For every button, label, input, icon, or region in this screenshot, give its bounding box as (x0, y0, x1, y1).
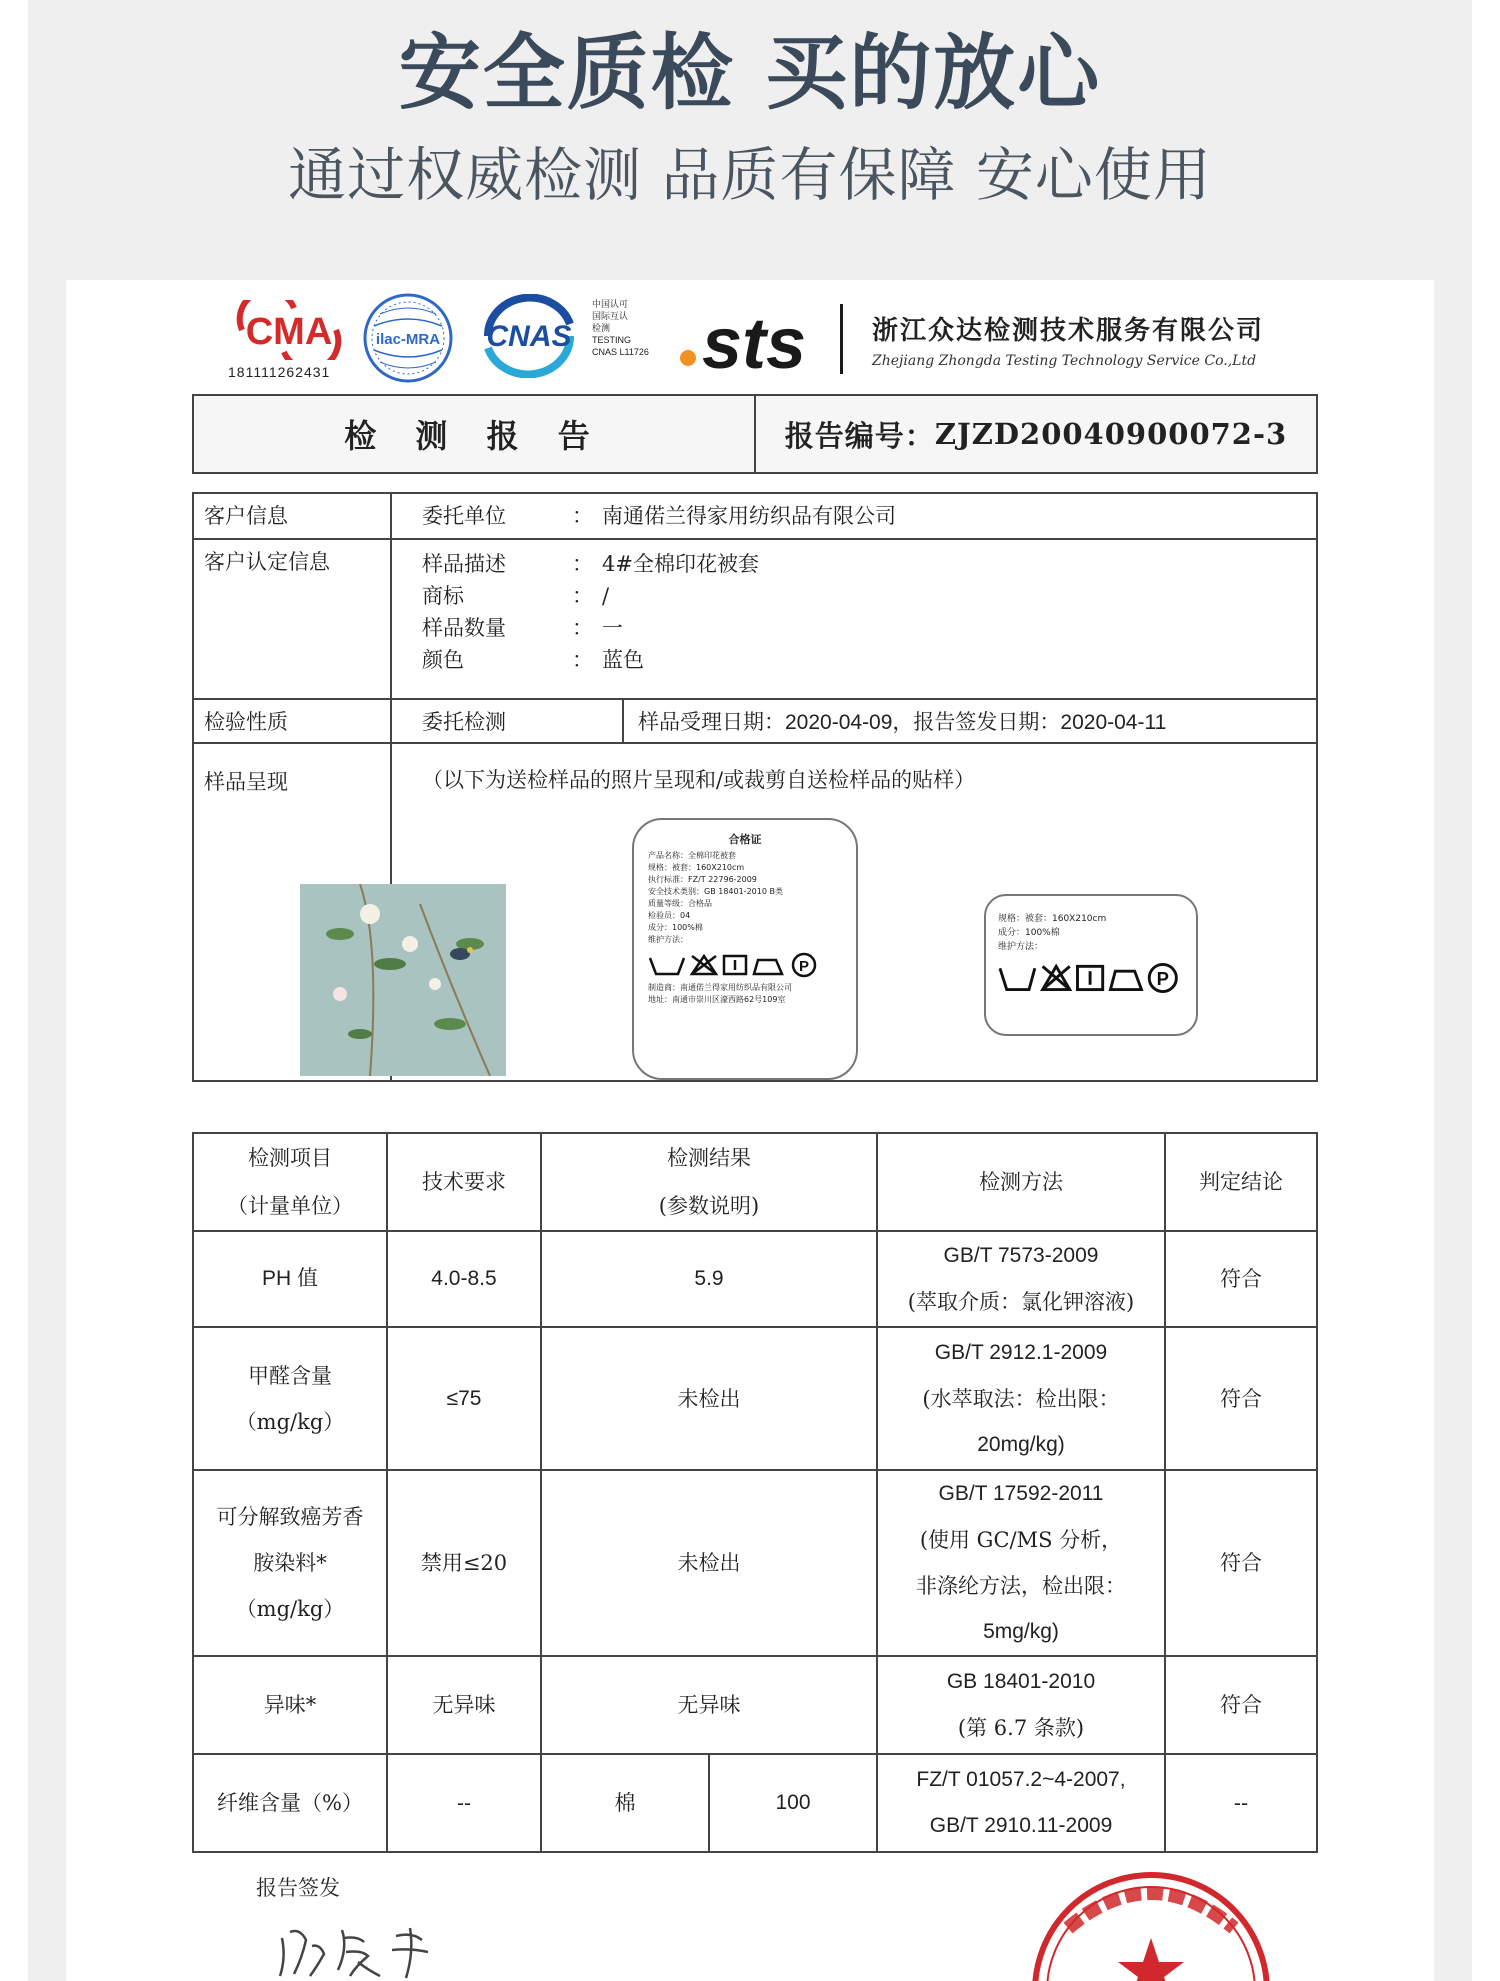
row-result: 未检出 (541, 1327, 877, 1470)
table-row (193, 1656, 1317, 1754)
qualification-tag (632, 818, 858, 1080)
report-title-bar (192, 394, 1318, 474)
header-method: 检测方法 (877, 1133, 1165, 1231)
svg-text:P: P (798, 958, 810, 975)
handwritten-signature-icon (272, 1918, 442, 1980)
header-item (193, 1133, 387, 1231)
item-line: （mg/kg） (235, 1597, 345, 1621)
row-result: 未检出 (541, 1470, 877, 1656)
cnas-logo-text: CNAS (486, 320, 572, 353)
row-item (193, 1327, 387, 1470)
method-line: (使用 GC/MS 分析， (919, 1528, 1123, 1552)
care-symbols-icon (648, 952, 844, 978)
logo-row (66, 280, 1434, 390)
row-method (877, 1470, 1165, 1656)
item-line: 可分解致癌芳香 (216, 1505, 364, 1529)
tag-line: 成分：100%棉 (648, 923, 703, 932)
report-number-label: 报告编号： (784, 418, 935, 453)
tag-line: 维护方法： (998, 942, 1044, 952)
sts-logo-icon (678, 294, 848, 384)
sts-logo-text: sts (702, 304, 807, 384)
row-conclusion: 符合 (1165, 1656, 1317, 1754)
row-requirement: 禁用≤20 (387, 1470, 541, 1656)
row-item: 异味* (193, 1656, 387, 1754)
item-line: 甲醛含量 (248, 1363, 332, 1388)
field-value: 一 (602, 616, 623, 640)
sign-label: 报告签发 (256, 1876, 340, 1900)
field-value: 4#全棉印花被套 (602, 552, 759, 576)
page-subtitle: 通过权威检测 品质有保障 安心使用 (288, 141, 1212, 209)
field-label: 商标 (422, 584, 464, 608)
report-number (756, 396, 1316, 472)
test-results-table (192, 1132, 1318, 1853)
table-row-fiber (193, 1754, 1317, 1852)
row-item: PH 值 (193, 1231, 387, 1327)
tag-line: 检验员：04 (648, 911, 691, 920)
field-value: / (602, 584, 610, 608)
tag-title: 合格证 (728, 833, 762, 846)
tag-line: 维护方法： (648, 935, 688, 944)
table-row (193, 1231, 1317, 1327)
method-line: 20mg/kg) (977, 1432, 1065, 1456)
cma-logo-text: CMA (245, 311, 333, 353)
method-line: 非涤纶方法，检出限： (916, 1574, 1126, 1598)
issued-date: 2020-04-11 (1060, 711, 1167, 734)
row-result: 5.9 (541, 1231, 877, 1327)
received-label: 样品受理日期： (638, 710, 785, 734)
method-line: (第 6.7 条款) (957, 1716, 1085, 1740)
cnas-caption-line: 检测 (592, 323, 611, 333)
cma-number: 181111262431 (228, 364, 331, 380)
row-requirement: 4.0-8.5 (387, 1231, 541, 1327)
row-fiber: 棉 (541, 1754, 709, 1852)
client-label: 委托单位 (422, 504, 506, 528)
field-value: 蓝色 (602, 648, 644, 672)
header-item-label: 检测项目 (248, 1146, 332, 1170)
tag-line: 执行标准：FZ/T 22796-2009 (648, 875, 757, 884)
row-item: 纤维含量（%） (193, 1754, 387, 1852)
svg-text:P: P (1156, 967, 1169, 989)
field-label: 颜色 (422, 648, 464, 672)
company-name (872, 310, 1264, 369)
inspection-value: 委托检测 (391, 699, 623, 743)
official-seal-icon (1028, 1868, 1274, 1981)
tag-line: 地址：南通市崇川区濠西路62号109室 (648, 995, 786, 1004)
company-name-cn: 浙江众达检测技术服务有限公司 (872, 316, 1265, 346)
cnas-caption-line: 中国认可 (592, 299, 629, 309)
field-label: 样品描述 (422, 552, 506, 576)
tag-line: 规格：被套：160X210cm (648, 863, 745, 872)
method-line: (萃取介质：氯化钾溶液) (907, 1290, 1135, 1314)
table-row (193, 1327, 1317, 1470)
item-line: （mg/kg） (235, 1409, 345, 1434)
tag-line: 产品名称：全棉印花被套 (648, 851, 736, 860)
sample-note: （以下为送检样品的照片呈现和/或裁剪自送检样品的贴样） (422, 768, 976, 792)
care-label-tag (984, 894, 1198, 1036)
row-item (193, 1470, 387, 1656)
ilac-mra-logo-icon (362, 292, 454, 384)
method-line: GB/T 7573-2009 (943, 1244, 1099, 1267)
cnas-caption-line: 国际互认 (592, 311, 629, 321)
cnas-caption-line: TESTING (592, 335, 632, 345)
table-header-row (193, 1133, 1317, 1231)
field-label: 样品数量 (422, 616, 506, 640)
tag-line: 安全技术类别：GB 18401-2010 B类 (648, 887, 783, 896)
table-row (193, 1470, 1317, 1656)
sample-fields: 样品描述 ： 4#全棉印花被套 商标 ： / 样品数量 ： 一 颜色 ： 蓝色 (391, 539, 1317, 699)
method-line: FZ/T 01057.2~4-2007, (916, 1768, 1126, 1791)
row-conclusion: -- (1165, 1754, 1317, 1852)
row-result: 无异味 (541, 1656, 877, 1754)
header-conclusion: 判定结论 (1165, 1133, 1317, 1231)
header-requirement: 技术要求 (387, 1133, 541, 1231)
row-requirement: -- (387, 1754, 541, 1852)
method-line: (水萃取法：检出限： (922, 1386, 1120, 1411)
header-result (541, 1133, 877, 1231)
method-line: GB 18401-2010 (946, 1670, 1096, 1693)
row-requirement: ≤75 (387, 1327, 541, 1470)
customer-info-label: 客户信息 (193, 493, 391, 539)
report-number-value: ZJZD20040900072-3 (934, 417, 1288, 451)
dates-cell: 样品受理日期：2020-04-09，报告签发日期：2020-04-11 (623, 699, 1317, 743)
company-name-en: Zhejiang Zhongda Testing Technology Service Co.,Ltd (872, 353, 1257, 369)
cnas-logo-icon (474, 294, 584, 378)
row-method (877, 1656, 1165, 1754)
customer-confirm-label: 客户认定信息 (193, 539, 391, 699)
row-method (877, 1327, 1165, 1470)
received-date: 2020-04-09 (785, 711, 893, 734)
header-result-label: 检测结果 (667, 1146, 751, 1170)
method-line: GB/T 17592-2011 (938, 1482, 1104, 1505)
header-item-unit: （计量单位） (227, 1194, 353, 1218)
tag-line: 制造商：南通偌兰得家用纺织品有限公司 (648, 983, 792, 992)
inspection-label: 检验性质 (193, 699, 391, 743)
row-method (877, 1231, 1165, 1327)
method-line: GB/T 2912.1-2009 (934, 1340, 1108, 1364)
fabric-sample-image (300, 884, 506, 1076)
cnas-caption-line: CNAS L11726 (592, 347, 649, 357)
cnas-caption (592, 298, 672, 358)
report-document (66, 280, 1434, 1981)
method-line: 5mg/kg) (983, 1620, 1059, 1643)
row-conclusion: 符合 (1165, 1470, 1317, 1656)
row-conclusion: 符合 (1165, 1231, 1317, 1327)
page-title: 安全质检 买的放心 (398, 26, 1102, 121)
tag-line: 规格：被套：160X210cm (998, 914, 1107, 924)
client-row: 委托单位 ： 南通偌兰得家用纺织品有限公司 (391, 493, 1317, 539)
header-result-note: (参数说明) (658, 1194, 760, 1218)
sample-label: 样品呈现 (193, 743, 391, 1081)
tag-line: 质量等级：合格品 (648, 899, 712, 908)
tag-line: 成分：100%棉 (998, 928, 1060, 938)
row-percent: 100 (709, 1754, 877, 1852)
method-line: GB/T 2910.11-2009 (929, 1814, 1113, 1837)
care-symbols-icon (998, 960, 1188, 994)
row-requirement: 无异味 (387, 1656, 541, 1754)
row-method (877, 1754, 1165, 1852)
client-value: 南通偌兰得家用纺织品有限公司 (602, 504, 896, 528)
item-line: 胺染料* (253, 1551, 327, 1575)
report-title: 检 测 报 告 (194, 396, 756, 472)
ilac-logo-text: ilac-MRA (375, 331, 441, 348)
row-conclusion: 符合 (1165, 1327, 1317, 1470)
issued-label: 报告签发日期： (913, 710, 1061, 734)
cma-logo-icon (234, 300, 344, 360)
